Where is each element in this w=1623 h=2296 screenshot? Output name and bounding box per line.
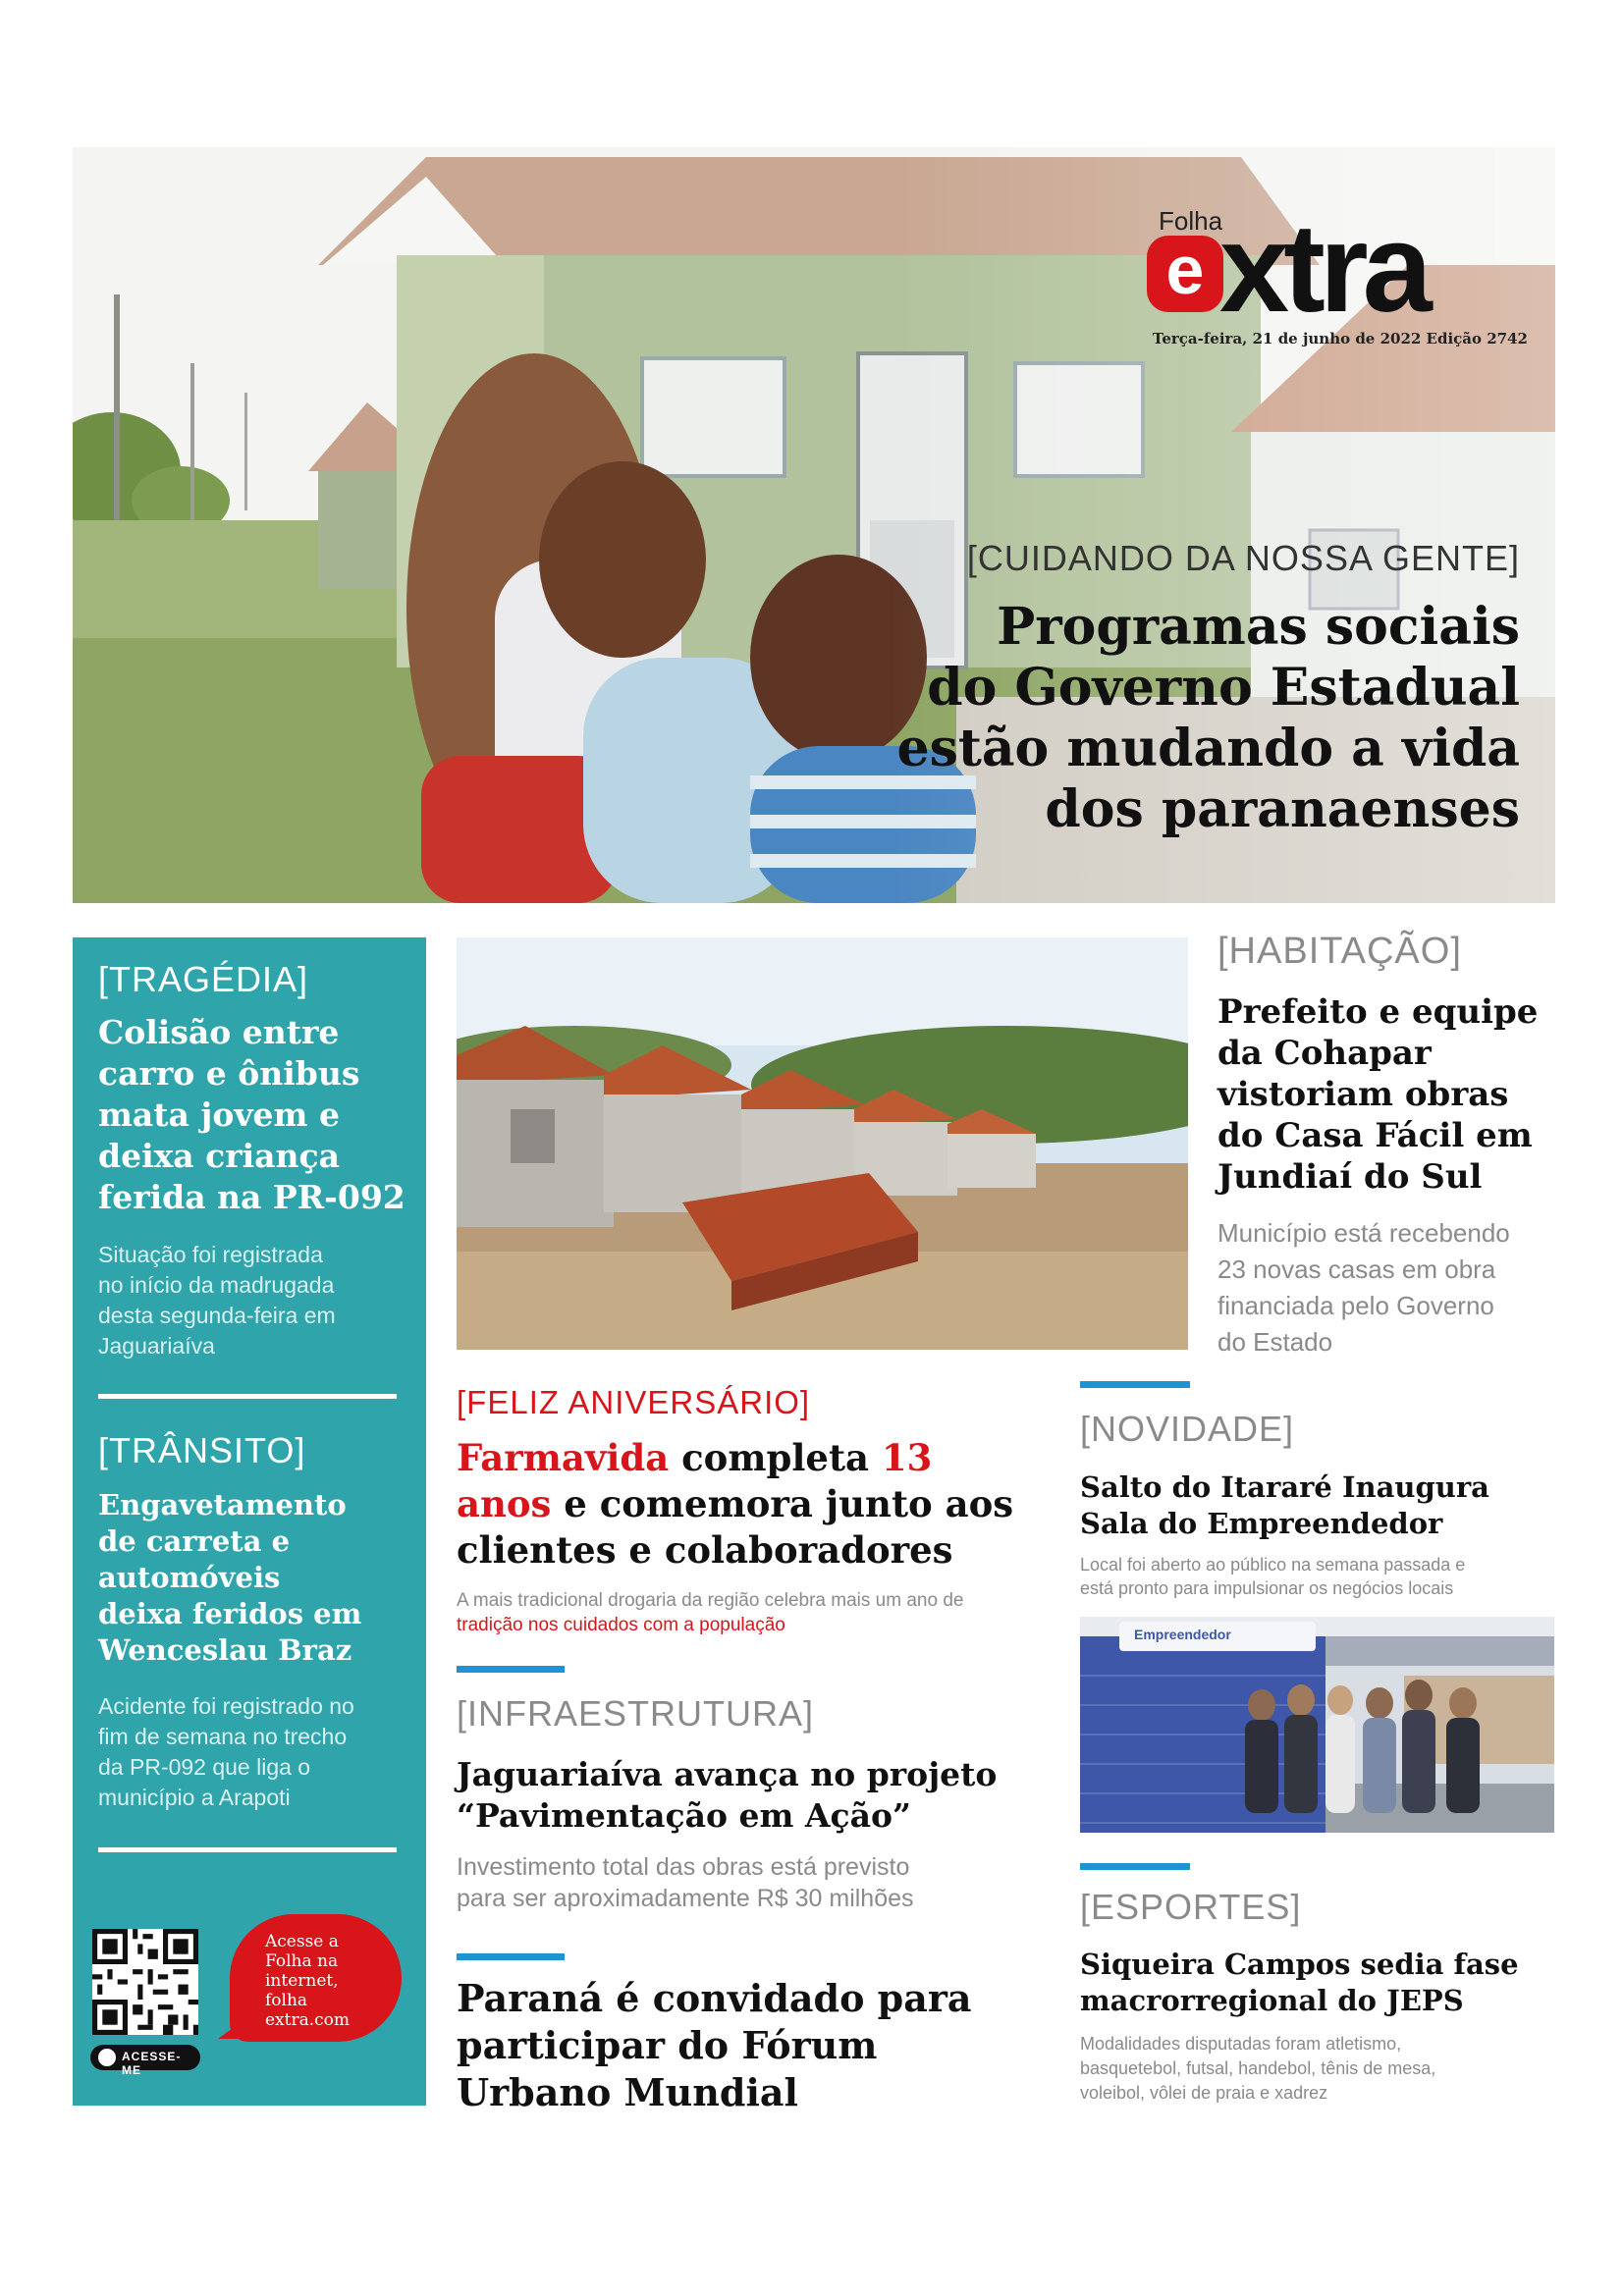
feliz-text1: completa [669, 1436, 882, 1479]
transito-headline[interactable] [98, 1487, 412, 1669]
qr-label-pill[interactable] [90, 2045, 200, 2077]
tragedia-headline-line: carro e ônibus [98, 1054, 360, 1093]
masthead-date-line: Terça-feira, 21 de junho de 2022 Edição 2742 [1152, 330, 1528, 347]
feliz-headline-line1 [457, 1435, 1183, 1481]
esportes-dek-line: voleibol, vôlei de praia e xadrez [1080, 2083, 1328, 2103]
habitacao-dek-line: financiada pelo Governo [1217, 1291, 1494, 1320]
transito-headline-line: Wenceslau Braz [98, 1633, 352, 1667]
feliz-headline-line3: clientes e colaboradores [457, 1528, 953, 1572]
tragedia-headline-line: mata jovem e [98, 1095, 340, 1134]
transito-dek [98, 1691, 412, 1813]
novidade-headline-line: Salto do Itararé Inaugura [1080, 1470, 1489, 1504]
feliz-dek [457, 1588, 1183, 1637]
esportes-headline[interactable] [1080, 1947, 1561, 2019]
transito-dek-line: fim de semana no trecho [98, 1724, 348, 1749]
habitacao-dek [1217, 1215, 1571, 1361]
feliz-brand: Farmavida [457, 1436, 670, 1479]
site-bubble-line: extra.com [265, 2010, 351, 2030]
habitacao-headline-line: Jundiaí do Sul [1217, 1157, 1483, 1197]
masthead-e-badge [1147, 232, 1223, 312]
feliz-headline-line2 [457, 1481, 1183, 1527]
housing-photo [457, 937, 1188, 1350]
infra-dek [457, 1851, 1183, 1914]
habitacao-headline[interactable] [1217, 991, 1571, 1198]
sidebar-panel [73, 937, 426, 2106]
transito-headline-line: de carreta e [98, 1524, 291, 1558]
sidebar-divider [98, 1394, 397, 1399]
esportes-kicker: [ESPORTES] [1080, 1887, 1302, 1927]
infra-headline-line: Jaguariaíva avança no projeto [457, 1755, 998, 1793]
transito-dek-line: da PR-092 que liga o [98, 1754, 311, 1780]
infra-dek-line: para ser aproximadamente R$ 30 milhões [457, 1885, 914, 1912]
habitacao-headline-line: Prefeito e equipe [1217, 992, 1539, 1032]
qr-code-graphic [92, 1929, 198, 2035]
section-rule [1080, 1381, 1190, 1388]
feliz-num: 13 [881, 1436, 933, 1479]
novidade-headline-line: Sala do Empreendedor [1080, 1507, 1443, 1540]
site-bubble-line: Acesse a [265, 1932, 339, 1951]
transito-headline-line: automóveis [98, 1561, 281, 1594]
transito-headline-line: Engavetamento [98, 1488, 347, 1522]
feliz-dek-line: A mais tradicional drogaria da região celebra mais um ano de [457, 1590, 964, 1611]
hero-headline-line: dos paranaenses [1045, 779, 1520, 839]
esportes-headline-line: macrorregional do JEPS [1080, 1984, 1464, 2017]
habitacao-kicker: [HABITAÇÃO] [1217, 931, 1462, 972]
site-speech-bubble[interactable] [230, 1914, 402, 2042]
habitacao-headline-line: do Casa Fácil em [1217, 1116, 1533, 1155]
hero-headline-line: estão mudando a vida [896, 719, 1520, 778]
tragedia-headline-line: deixa criança [98, 1137, 341, 1175]
forum-headline-line: participar do Fórum [457, 2023, 878, 2067]
masthead-xtra: xtra [1219, 198, 1427, 339]
transito-dek-line: Acidente foi registrado no [98, 1693, 354, 1719]
infra-headline[interactable] [457, 1754, 1183, 1837]
habitacao-dek-line: Município está recebendo [1217, 1218, 1510, 1248]
infra-headline-line: “Pavimentação em Ação” [457, 1796, 911, 1835]
novidade-photo [1080, 1617, 1554, 1833]
novidade-sign-text: Empreendedor [1134, 1627, 1231, 1642]
tragedia-headline-line: Colisão entre [98, 1013, 340, 1051]
section-rule [1080, 1863, 1190, 1870]
site-bubble-line: internet, [265, 1971, 339, 1991]
site-bubble-line: folha [265, 1991, 308, 2010]
tragedia-headline[interactable] [98, 1012, 412, 1218]
habitacao-headline-line: vistoriam obras [1217, 1075, 1509, 1114]
esportes-dek [1080, 2032, 1561, 2106]
feliz-anos: anos [457, 1482, 552, 1525]
qr-label: ACESSE-ME [122, 2050, 182, 2077]
tragedia-kicker: [TRAGÉDIA] [98, 959, 309, 999]
site-bubble-tail [218, 2017, 247, 2039]
novidade-photo-illustration [1080, 1617, 1554, 1833]
feliz-dek-line: tradição nos cuidados com a população [457, 1615, 785, 1635]
esportes-dek-line: Modalidades disputadas foram atletismo, [1080, 2034, 1402, 2054]
section-rule [457, 1666, 565, 1673]
novidade-headline[interactable] [1080, 1469, 1561, 1542]
novidade-dek-line: Local foi aberto ao público na semana passada e [1080, 1555, 1466, 1575]
esportes-dek-line: basquetebol, futsal, handebol, tênis de mesa, [1080, 2058, 1436, 2078]
qr-code-icon[interactable] [92, 1929, 198, 2035]
transito-dek-line: município a Arapoti [98, 1785, 291, 1810]
habitacao-headline-line: da Cohapar [1217, 1034, 1432, 1073]
infra-dek-line: Investimento total das obras está previsto [457, 1853, 910, 1881]
masthead-folha: Folha [1159, 206, 1223, 236]
tragedia-dek-line: no início da madrugada [98, 1272, 335, 1298]
novidade-dek-line: está pronto para impulsionar os negócios locais [1080, 1578, 1454, 1598]
habitacao-dek-line: 23 novas casas em obra [1217, 1255, 1496, 1284]
feliz-text2: e comemora junto aos [551, 1482, 1014, 1525]
feliz-kicker: [FELIZ ANIVERSÁRIO] [457, 1384, 811, 1420]
novidade-kicker: [NOVIDADE] [1080, 1409, 1295, 1449]
hero-headline-line: do Governo Estadual [927, 658, 1520, 718]
hand-pointer-icon [98, 2049, 116, 2066]
forum-headline[interactable] [457, 1975, 1183, 2116]
habitacao-dek-line: do Estado [1217, 1327, 1333, 1357]
tragedia-headline-line: ferida na PR-092 [98, 1178, 406, 1216]
forum-headline-line: Urbano Mundial [457, 2070, 798, 2114]
tragedia-dek-line: Jaguariaíva [98, 1333, 215, 1359]
hero-headline-line: Programas sociais [997, 597, 1520, 657]
site-bubble-line: Folha na [265, 1951, 339, 1971]
tragedia-dek [98, 1240, 412, 1362]
transito-headline-line: deixa feridos em [98, 1597, 362, 1630]
section-rule [457, 1953, 565, 1960]
housing-photo-illustration [457, 937, 1188, 1350]
hero-headline[interactable] [746, 597, 1520, 840]
tragedia-dek-line: Situação foi registrada [98, 1242, 323, 1267]
hero-kicker: [CUIDANDO DA NOSSA GENTE] [966, 538, 1520, 578]
esportes-headline-line: Siqueira Campos sedia fase [1080, 1948, 1519, 1981]
feliz-headline[interactable] [457, 1435, 1183, 1574]
tragedia-dek-line: desta segunda-feira em [98, 1303, 336, 1328]
infra-kicker: [INFRAESTRUTURA] [457, 1693, 815, 1734]
sidebar-divider [98, 1847, 397, 1852]
site-bubble-text [265, 1932, 393, 2030]
transito-kicker: [TRÂNSITO] [98, 1430, 306, 1470]
forum-headline-line: Paraná é convidado para [457, 1976, 972, 2020]
masthead-e-letter: e [1165, 232, 1205, 308]
novidade-dek [1080, 1553, 1561, 1600]
